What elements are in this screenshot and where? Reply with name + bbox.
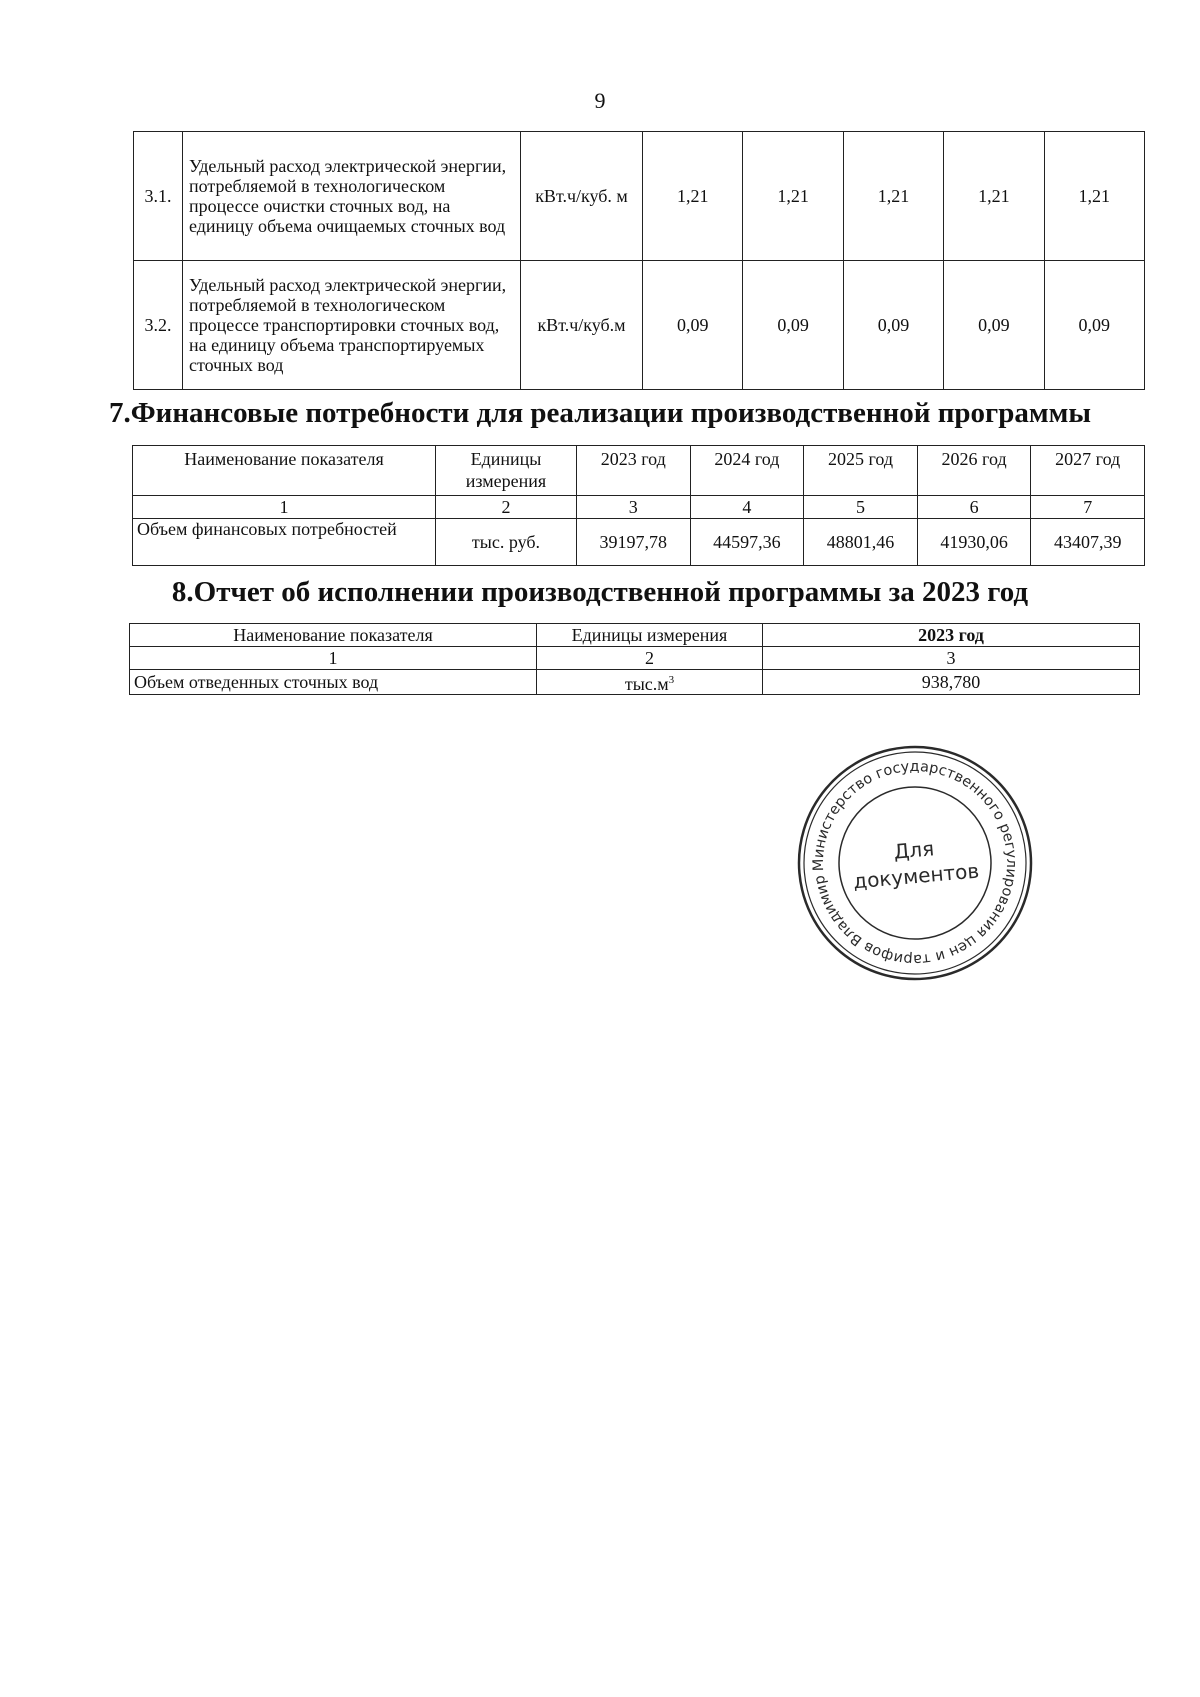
column-header: 2023 год bbox=[763, 624, 1140, 647]
value-cell: 938,780 bbox=[763, 670, 1140, 695]
value-cell: 44597,36 bbox=[690, 519, 804, 566]
column-index: 4 bbox=[690, 496, 804, 519]
column-header: Наименование показателя bbox=[133, 446, 436, 496]
table-row bbox=[134, 261, 1145, 390]
value-cell: 1,21 bbox=[944, 132, 1044, 261]
column-index: 2 bbox=[436, 496, 577, 519]
header-row bbox=[130, 624, 1140, 647]
table-row bbox=[134, 132, 1145, 261]
table-row bbox=[133, 519, 1145, 566]
unit-cell: кВт.ч/куб. м bbox=[521, 132, 643, 261]
stamp-center-line-2: документов bbox=[852, 858, 981, 894]
stamp-outer-ring-inner bbox=[795, 743, 1035, 983]
column-header: 2027 год bbox=[1031, 446, 1145, 496]
value-cell: 1,21 bbox=[1044, 132, 1144, 261]
column-index: 3 bbox=[763, 647, 1140, 670]
value-cell: 43407,39 bbox=[1031, 519, 1145, 566]
report-table bbox=[129, 623, 1140, 695]
value-cell: 48801,46 bbox=[804, 519, 918, 566]
indicator-name: Удельный расход электрической энергии, потребляемой в технологическом процессе очистки сточных вод, на единицу объема очищаемых сточных вод bbox=[183, 132, 521, 261]
row-number: 3.2. bbox=[134, 261, 183, 390]
unit-superscript: 3 bbox=[668, 674, 675, 686]
unit-cell: тыс. руб. bbox=[436, 519, 577, 566]
unit-cell bbox=[537, 670, 763, 695]
unit-text: тыс.м bbox=[624, 674, 669, 694]
column-header: Единицы измерения bbox=[537, 624, 763, 647]
column-index: 1 bbox=[130, 647, 537, 670]
indicator-name: Объем отведенных сточных вод bbox=[130, 670, 537, 695]
column-header: 2023 год bbox=[577, 446, 691, 496]
value-cell: 39197,78 bbox=[577, 519, 691, 566]
column-index: 1 bbox=[133, 496, 436, 519]
stamp-ring-text: Министерство государственного регулирования цен и тарифов Владимирской bbox=[810, 758, 1020, 968]
section-8-title: 8.Отчет об исполнении производственной программы за 2023 год bbox=[171, 576, 1029, 608]
page-number: 9 bbox=[594, 88, 606, 113]
value-cell: 0,09 bbox=[843, 261, 943, 390]
value-cell: 1,21 bbox=[843, 132, 943, 261]
financial-needs-table bbox=[132, 445, 1145, 566]
column-index: 5 bbox=[804, 496, 918, 519]
table-row bbox=[130, 670, 1140, 695]
column-header: Наименование показателя bbox=[130, 624, 537, 647]
stamp-outer-ring bbox=[795, 743, 1035, 983]
value-cell: 1,21 bbox=[643, 132, 743, 261]
header-row bbox=[133, 446, 1145, 496]
stamp-center-line-1: Для bbox=[892, 836, 936, 864]
column-header: Единицы измерения bbox=[436, 446, 577, 496]
indicator-name: Удельный расход электрической энергии, потребляемой в технологическом процессе транспортировки сточных вод, на единицу объема транспортируемых сточных вод bbox=[183, 261, 521, 390]
value-cell: 0,09 bbox=[743, 261, 843, 390]
index-row bbox=[133, 496, 1145, 519]
column-index: 3 bbox=[577, 496, 691, 519]
column-header: 2025 год bbox=[804, 446, 918, 496]
value-cell: 0,09 bbox=[643, 261, 743, 390]
row-number: 3.1. bbox=[134, 132, 183, 261]
value-cell: 0,09 bbox=[944, 261, 1044, 390]
value-cell: 41930,06 bbox=[917, 519, 1031, 566]
value-cell: 0,09 bbox=[1044, 261, 1144, 390]
column-index: 2 bbox=[537, 647, 763, 670]
indicators-table bbox=[133, 131, 1145, 390]
value-cell: 1,21 bbox=[743, 132, 843, 261]
column-header: 2024 год bbox=[690, 446, 804, 496]
section-7-title: 7.Финансовые потребности для реализации производственной программы bbox=[108, 397, 1092, 429]
indicator-name: Объем финансовых потребностей bbox=[133, 519, 436, 566]
column-index: 7 bbox=[1031, 496, 1145, 519]
official-stamp bbox=[795, 743, 1035, 983]
column-header: 2026 год bbox=[917, 446, 1031, 496]
index-row bbox=[130, 647, 1140, 670]
unit-cell: кВт.ч/куб.м bbox=[521, 261, 643, 390]
column-index: 6 bbox=[917, 496, 1031, 519]
